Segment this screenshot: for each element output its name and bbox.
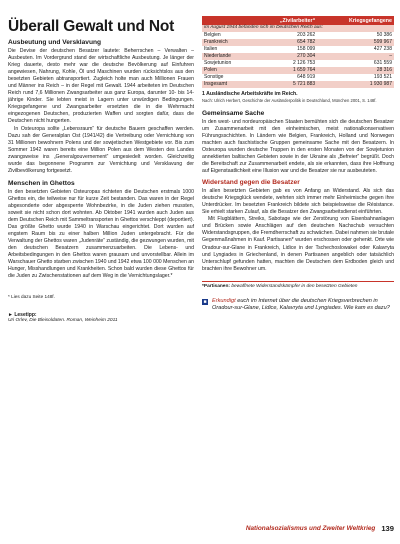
table-caption: im August 1944 befanden sich im Deutschen Reich aus: — [202, 25, 394, 32]
paragraph: In allen besetzten Gebieten gab es von Anfang an Widerstand. Als sich das deutsche Kriegsglück wendete, wehrten sich immer mehr Einheimische gegen ihre Unterdrücker. Im besetzten Frankreich bildete sich beispielsweise die Résistance. Sie erhielt starken Zulauf, als die Besatzer den Zwangsarbeitsdienst einführten. — [202, 188, 394, 216]
table-header-civil-workers: „Zivilarbeiter“ — [253, 16, 317, 25]
right-column — [202, 16, 394, 312]
table-cell-value: 1 930 987 — [317, 81, 394, 88]
table-cell-country: Insgesamt — [202, 81, 253, 88]
table-cell-country: Polen — [202, 67, 253, 74]
section-heading-widerstand: Widerstand gegen die Besatzer — [202, 179, 300, 187]
paragraph: Die Devise der deutschen Besatzer lautete: Beherrschen – Verwalten – Ausbeuten. Im Vordergrund stand der wirtschaftliche Ausbeutung. Je länger der Krieg dauerte, desto mehr war die deutsche Bevölkerung auf Einfuhren angewiesen, Nahrung, Kohle, Öl und Maschinen wurden rücksichtslos aus den besetzten Gebieten abtransportiert. Zugleich holte man auch Millionen Frauen und Männer ins Reich – in der Regel mit Gewalt. 1944 arbeiteten im Deutschen Reich rund 7,6 Millionen Zwangsarbeiter aus ganz Europa, darunter 10- bis 14-jährige Kinder. Sie lebten meist in Lagern unter unwürdigen Bedingungen. Kriegsgefangene und Zwangsarbeiter ersetzten die in die Wehrmacht eingezogenen Deutschen, produzierten Waffen und sorgten dafür, dass die Deutschen nicht hungerten. — [8, 48, 194, 125]
series-title: Nationalsozialismus und Zweiter Weltkrieg — [245, 524, 376, 532]
left-column — [8, 18, 194, 324]
triangle-icon: ► — [8, 312, 13, 319]
paragraph: In Osteuropa sollte „Lebensraum“ für deutsche Bauern geschaffen werden. Dazu sah der Generalplan Ost (1941/42) die Vertreibung oder Vernichtung von 31 Millionen bewohnern Polens und der sowjetischen Westgebiete vor. Bis zum Sommer 1942 waren bereits eine Million Polen aus dem Westen des Landes zwangsweise ins „Generalgouvernement“ umgesiedelt worden. Gleichzeitig wurde das begonnene Programm zur Vernichtung und Versklavung der Zivilbevölkerung fortgesetzt. — [8, 125, 194, 174]
table-cell-country: Frankreich — [202, 39, 253, 46]
table-cell-value: 648 919 — [253, 74, 317, 81]
exercise-text — [212, 298, 394, 312]
exercise-task — [202, 298, 394, 312]
table-source-note: Nach: Ulrich Herbert, Geschichte der Ausländerpolitik in Deutschland, München 2001, S. 148f. — [202, 98, 377, 104]
exercise-body: euch im Internet über die deutschen Kriegsverbrechen in Oradour-sur-Glane, Lidice, Kalavryta und Lyngiades. Wie kam es dazu? — [212, 297, 390, 311]
table-cell-country: Sonstige — [202, 74, 253, 81]
table-row — [202, 60, 394, 67]
lesetipp-label: Lesetipp: — [14, 312, 37, 319]
section-heading-ghettos: Menschen in Ghettos — [8, 179, 75, 187]
table-cell-value: 2 126 753 — [253, 60, 317, 67]
table-header-pows: Kriegsgefangene — [317, 16, 394, 25]
table-note-heading: 1 Ausländische Arbeitskräfte im Reich. — [202, 91, 298, 98]
table-cell-value: 158 099 — [253, 46, 317, 53]
table-row — [202, 53, 394, 60]
task-marker-icon: ■ — [203, 298, 207, 305]
table-cell-country: Belgien — [202, 32, 253, 39]
page-title: Überall Gewalt und Not — [8, 18, 175, 35]
table-row — [202, 32, 394, 39]
lesetipp-text: Uri Orlev, Die Bleisoldaten. Roman, Weinheim 2011 — [8, 318, 118, 324]
section-heading-ausbeutung: Ausbeutung und Versklavung — [8, 39, 102, 46]
paragraph: In den west- und nordeuropäischen Staaten bemühten sich die deutschen Besatzer um Zusammenarbeit mit den einheimischen, meist nationalkonservativen Führungsschichten. In Ländern wie Belgien, Frankreich, Holland und Norwegen machten auch faschistische Gruppen gemeinsame Sache mit den Besatzern. In Osteuropa wurden deutsche Truppen in den ersten Monaten von der Sowjetunion annektierten baltischen Gebieten sowie in der Ukraine als „Befreier“ begrüßt. Doch die Bereitschaft zur Zusammenarbeit endete, als sie erkannten, dass ihre Hoffnung auf Eigenstaatlichkeit eine Illusion war und die Besatzer sie nur ausbeuteten. — [202, 118, 394, 175]
table-cell-value: 427 238 — [317, 46, 394, 53]
table-cell-value: – — [317, 53, 394, 60]
table-caption-row — [202, 25, 394, 32]
table-cell-value: 28 316 — [317, 67, 394, 74]
table-cell-value: 5 721 883 — [253, 81, 317, 88]
table-cell-value: 203 262 — [253, 32, 317, 39]
table-cell-value: 654 782 — [253, 39, 317, 46]
table-cell-value: 270 304 — [253, 53, 317, 60]
page-footer — [202, 522, 394, 534]
table-row — [202, 39, 394, 46]
definition-box — [202, 281, 394, 290]
table-header-country — [202, 16, 253, 25]
table-cell-value: 599 967 — [317, 39, 394, 46]
paragraph: Mit Flugblättern, Streiks, Sabotage wie der Zerstörung von Eisenbahnanlagen und Brücken sowie Anschlägen auf den deutschen Nachschub versuchten Widerstandsgruppen, die Fremdherrschaft zu schwächen. Dabei nahmen sie brutale Gegenmaßnahmen in Kauf. Partisanen* wurden erschossen oder gehenkt. Orte wie Oradour-sur-Glane in Frankreich, Lidice in der Tschechoslowakei oder Kalavryta und Lyngiades in Griechenland, in denen Partisanen angeblich oder tatsächlich Unterschlupf gefunden hatten, machten die Deutschen dem Erdboden gleich und brachten ihre Bewohner um. — [202, 216, 394, 272]
section-heading-gemeinsame-sache: Gemeinsame Sache — [202, 109, 265, 117]
paragraph: In den besetzten Gebieten Osteuropas richteten die Deutschen erstmals 1000 Ghettos ein, die teilweise nur für kurze Zeit bestanden. Das waren in der Regel abgesonderte oder abgesperrte Wohnbezirke, in die Juden ziehen mussten, soweit sie nicht schon dort wohnten. Ab Oktober 1941 wurden auch Juden aus dem Deutschen Reich mit Sammeltransporten in Ghettos verschleppt (deportiert). Das größte Ghetto wurde 1940 in Warschau eingerichtet. Dort wurden auf engstem Raum bis zu einer halben Million Juden untergebracht. Für die Verwaltung der Ghettos waren „Judenräte“ zuständig, die gezwungen wurden, mit den deutschen Besatzern zusammenzuarbeiten. Die Lebens- und Arbeitsbedingungen in den Ghettos waren grausam und unvorstellbar. Allein im Warschauer Ghetto starben zwischen 1940 und 1942 etwa 100 000 Menschen an Hunger, Misshandlungen und Krankheiten. Schon bald wurden diese Ghettos für die Juden zu Zwischenstationen auf dem Weg in die Vernichtungslager.* — [8, 188, 194, 280]
table-cell-value: 193 521 — [317, 74, 394, 81]
table-row — [202, 74, 394, 81]
table-cell-country: Sowjetunion — [202, 60, 253, 67]
page-number: 139 — [381, 523, 394, 533]
definition-text: bewaffnete Widerstandskämpfer in den besetzten Gebieten — [231, 283, 358, 289]
table-row — [202, 46, 394, 53]
table-cell-value: 1 659 764 — [253, 67, 317, 74]
table-cell-value: 631 559 — [317, 60, 394, 67]
table-row-total — [202, 81, 394, 88]
table-cell-country: Italien — [202, 46, 253, 53]
exercise-keyword: Erkundigt — [212, 297, 236, 304]
table-cell-value: 50 386 — [317, 32, 394, 39]
table-cell-country: Niederlande — [202, 53, 253, 60]
table-row — [202, 67, 394, 74]
statistics-table — [202, 16, 394, 88]
footnote: * Lies dazu Seite 148f. — [8, 294, 55, 300]
definition-term: *Partisanen: — [202, 283, 230, 289]
